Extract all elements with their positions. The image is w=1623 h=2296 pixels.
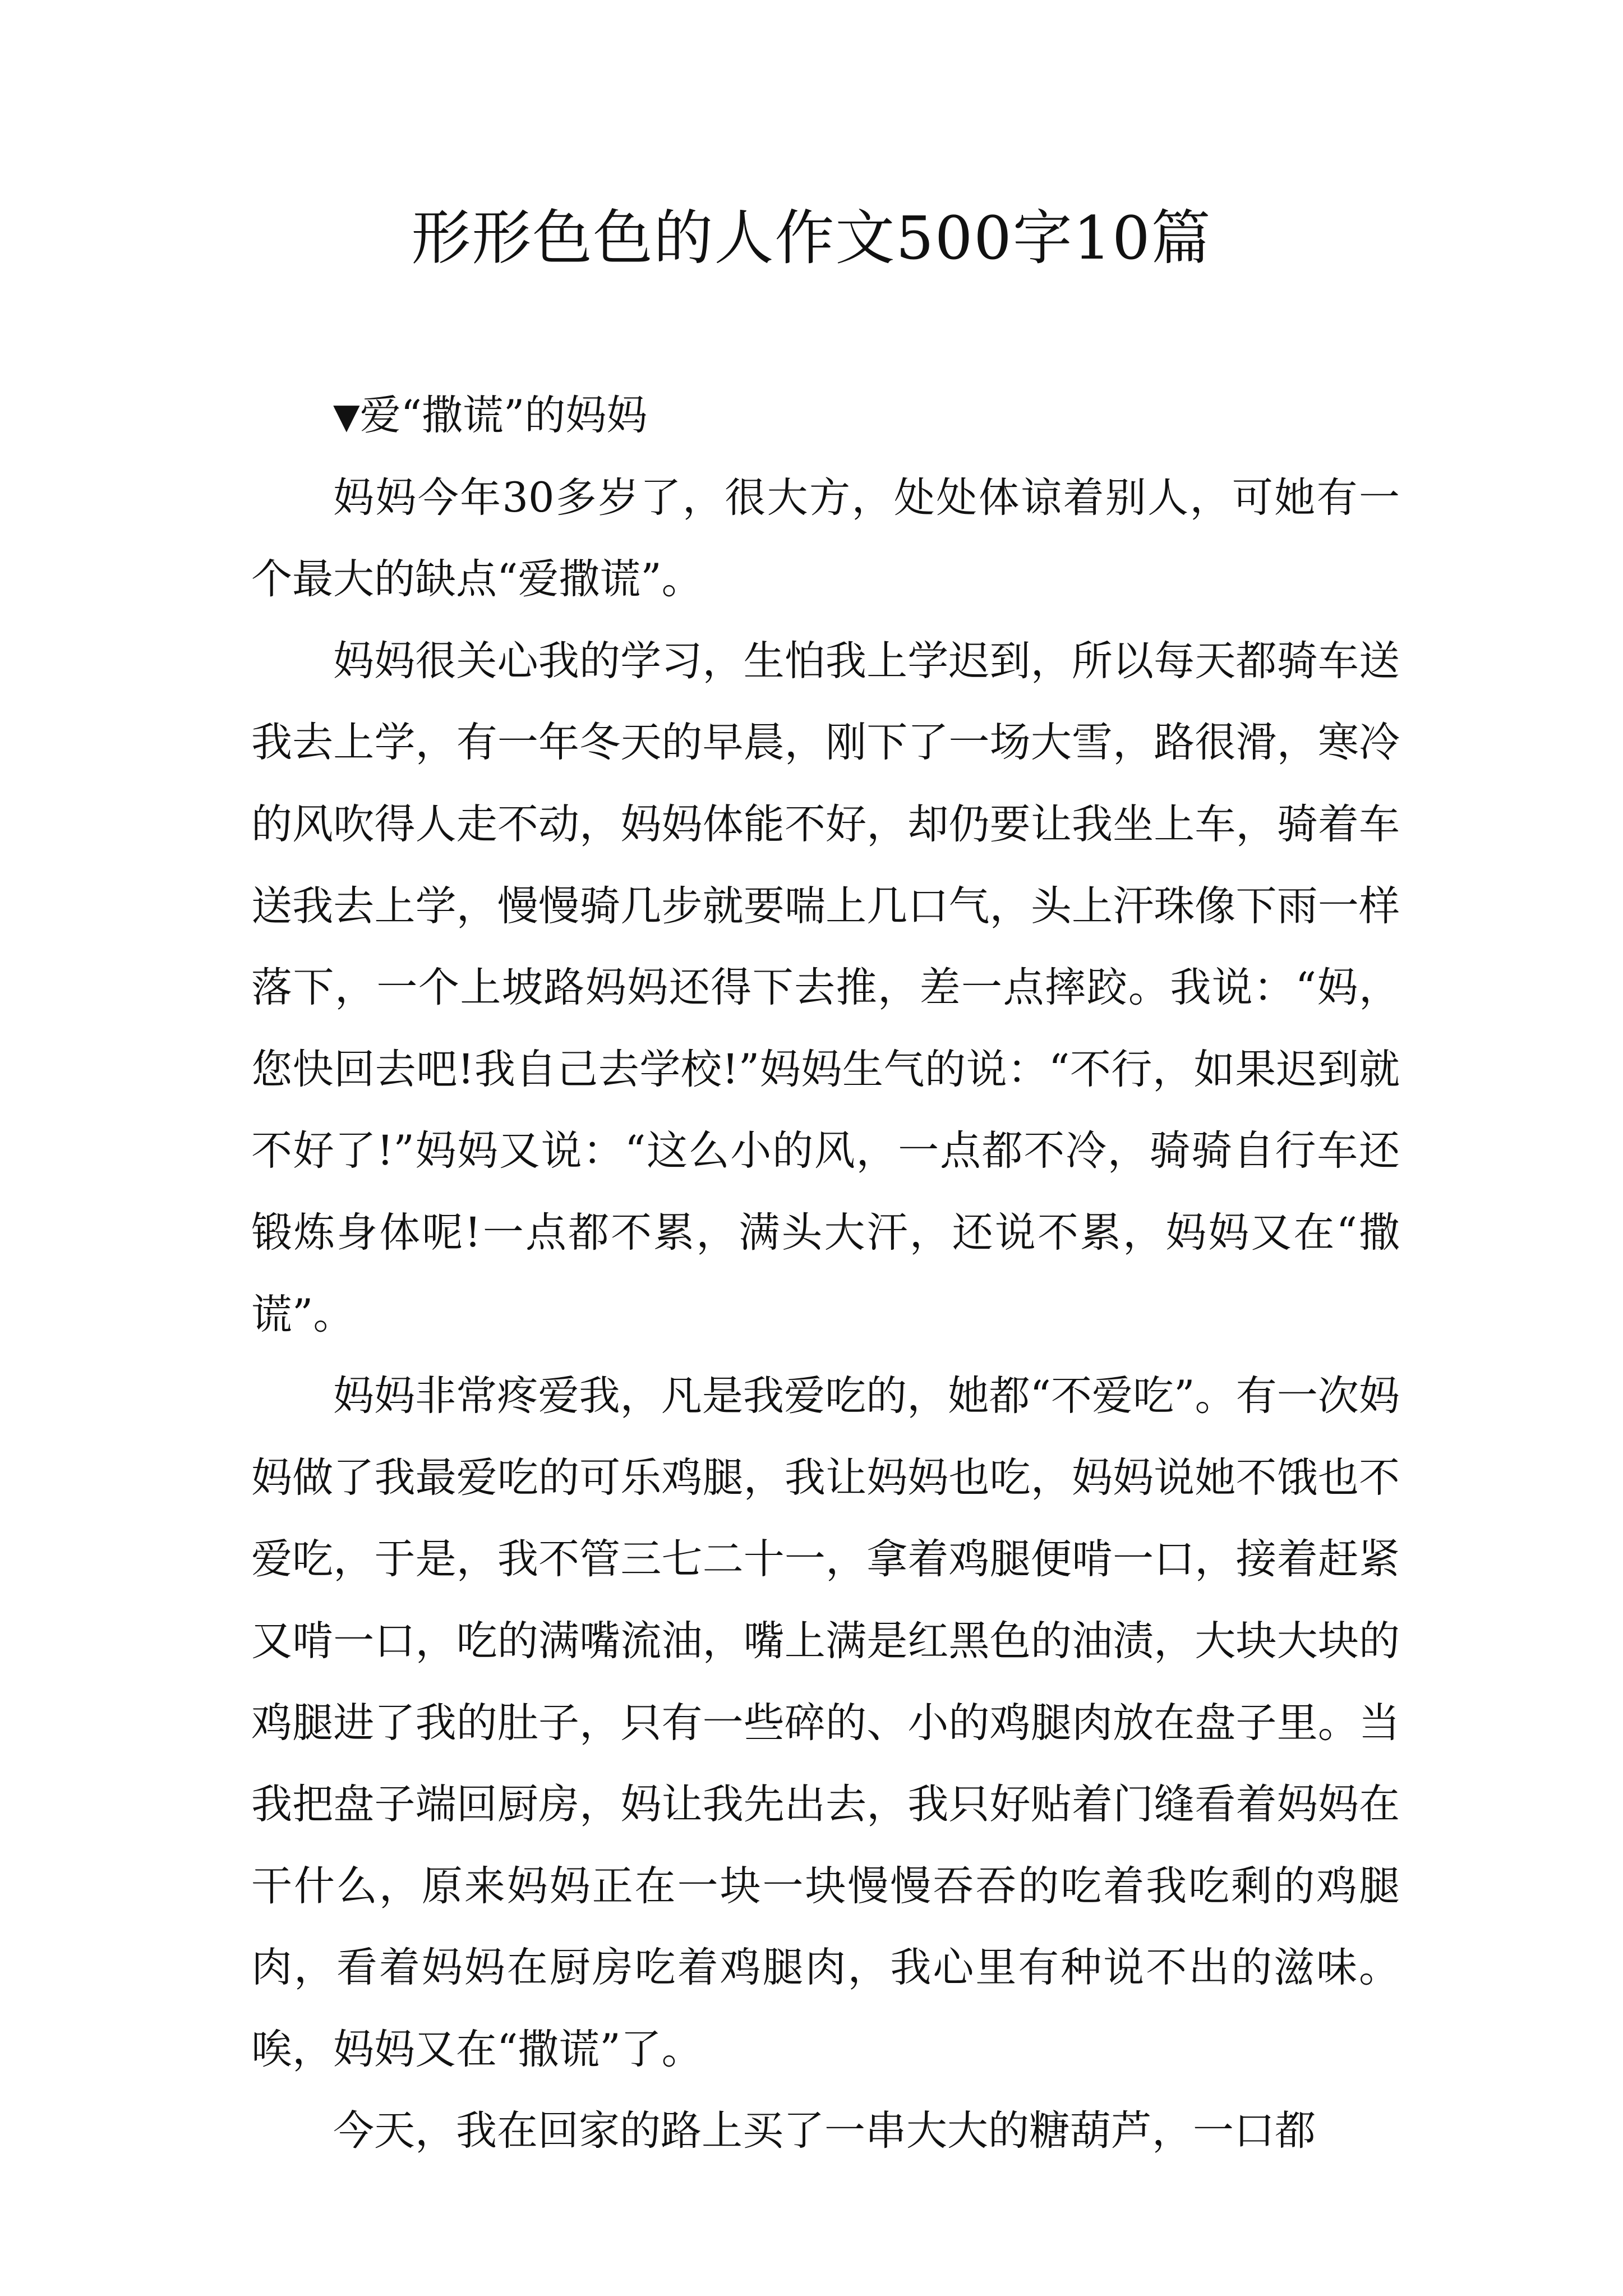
triangle-marker-icon: ▼ <box>333 395 360 436</box>
document-title: 形形色色的人作文500字10篇 <box>411 204 1212 273</box>
section-heading <box>251 375 1400 457</box>
paragraph-1: 妈妈今年30多岁了，很大方，处处体谅着别人，可她有一个最大的缺点“爱撒谎”。 <box>251 473 1400 604</box>
document-body <box>251 375 1400 2172</box>
paragraph-2: 妈妈很关心我的学习，生怕我上学迟到，所以每天都骑车送我去上学，有一年冬天的早晨，刚下了一场大雪，路很滑，寒冷的风吹得人走不动，妈妈体能不好，却仍要让我坐上车，骑着车送我去上学，慢慢骑几步就要喘上几口气，头上汗珠像下雨一样落下，一个上坡路妈妈还得下去推，差一点摔跤。我说：“妈，您快回去吧!我自己去学校!”妈妈生气的说：“不行，如果迟到就不好了!”妈妈又说：“这么小的风，一点都不冷，骑骑自行车还锻炼身体呢!一点都不累，满头大汗，还说不累，妈妈又在“撒谎”。 <box>251 637 1400 1338</box>
section-heading-text: 爱“撒谎”的妈妈 <box>359 392 648 439</box>
paragraph-3: 妈妈非常疼爱我，凡是我爱吃的，她都“不爱吃”。有一次妈妈做了我最爱吃的可乐鸡腿，我让妈妈也吃，妈妈说她不饿也不爱吃，于是，我不管三七二十一，拿着鸡腿便啃一口，接着赶紧又啃一口，吃的满嘴流油，嘴上满是红黑色的油渍，大块大块的鸡腿进了我的肚子，只有一些碎的、小的鸡腿肉放在盘子里。当我把盘子端回厨房，妈让我先出去，我只好贴着门缝看着妈妈在干什么，原来妈妈正在一块一块慢慢吞吞的吃着我吃剩的鸡腿肉，看着妈妈在厨房吃着鸡腿肉，我心里有种说不出的滋味。唉，妈妈又在“撒谎”了。 <box>251 1372 1400 2073</box>
paragraph-4: 今天，我在回家的路上买了一串大大的糖葫芦，一口都 <box>333 2107 1316 2155</box>
